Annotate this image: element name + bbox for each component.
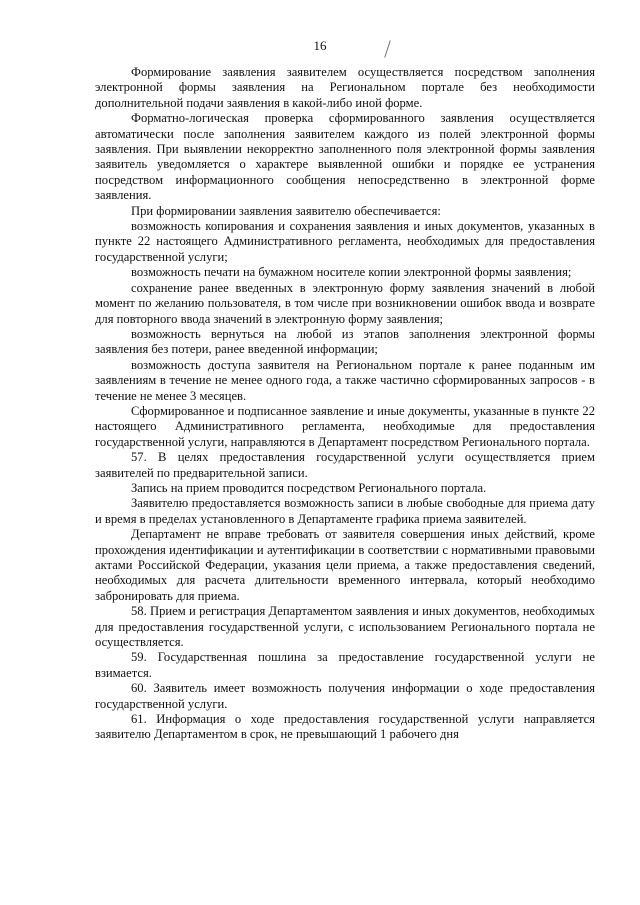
paragraph-item-60: 60. Заявитель имеет возможность получения информации о ходе предоставления государственной услуги. <box>95 681 595 711</box>
paragraph-copy-save: возможность копирования и сохранения заявления и иных документов, указанных в пункте 22 настоящего Административного регламента, необходимых для предоставления государственной услуги; <box>95 219 595 264</box>
paragraph-appointment-portal: Запись на прием проводится посредством Регионального портала. <box>131 480 487 495</box>
paragraph-item-59: 59. Государственная пошлина за предоставление государственной услуги не взимается. <box>95 650 595 680</box>
paragraph-return-step: возможность вернуться на любой из этапов заполнения электронной формы заявления без потери, ранее введенной информации; <box>95 326 595 357</box>
paragraph-format-check: Форматно-логическая проверка сформированного заявления осуществляется автоматически после заполнения заявителем каждого из полей электронной формы заявления. При выявлении некорректно заполненного поля электронной формы заявления заявитель уведомляется о характере выявленной ошибки и порядке ее устранения посредством информационного сообщения непосредственно в электронной форме заявления. <box>95 111 595 203</box>
paragraph-provided-list-intro: При формировании заявления заявителю обеспечивается: <box>131 203 441 218</box>
paragraph-appointment-time: Заявителю предоставляется возможность записи в любые свободные для приема дату и время в пределах установленного в Департаменте графика приема заявителей. <box>95 496 595 526</box>
paragraph-access-history: возможность доступа заявителя на Региональном портале к ранее поданным им заявлениям в течение не менее одного года, а также частично сформированных запросов - в течение не менее 3 месяцев. <box>95 357 595 403</box>
paragraph-print: возможность печати на бумажном носителе копии электронной формы заявления; <box>131 265 572 280</box>
paragraph-submission: Сформированное и подписанное заявление и иные документы, указанные в пункте 22 настоящего Административного регламента, необходимые для предоставления государственной услуги, направляются в Департамент посредством Регионального портала. <box>95 403 595 449</box>
paragraph-save-values: сохранение ранее введенных в электронную форму заявления значений в любой момент по желанию пользователя, в том числе при возникновении ошибок ввода и возврате для повторного ввода значений в электронную форму заявления; <box>95 280 595 326</box>
paragraph-item-61: 61. Информация о ходе предоставления государственной услуги направляется заявителю Департаментом в срок, не превышающий 1 рабочего дня <box>95 712 595 742</box>
page-number: 16 <box>313 38 327 53</box>
paragraph-item-57: 57. В целях предоставления государственной услуги осуществляется прием заявителей по предварительной записи. <box>95 450 595 480</box>
body-text <box>95 65 595 743</box>
paragraph-department-restrictions: Департамент не вправе требовать от заявителя совершения иных действий, кроме прохождения идентификации и аутентификации в соответствии с нормативными правовыми актами Российской Федерации, указания цели приема, а также предоставления сведений, необходимых для расчета длительности временного интервала, который необходимо забронировать для приема. <box>95 527 595 603</box>
paragraph-item-58: 58. Прием и регистрация Департаментом заявления и иных документов, необходимых для предоставления государственной услуги, с использованием Регионального портала не осуществляется. <box>95 604 595 650</box>
paragraph-form-filling: Формирование заявления заявителем осуществляется посредством заполнения электронной формы заявления на Региональном портале без необходимости дополнительной подачи заявления в какой-либо иной форме. <box>95 65 595 110</box>
